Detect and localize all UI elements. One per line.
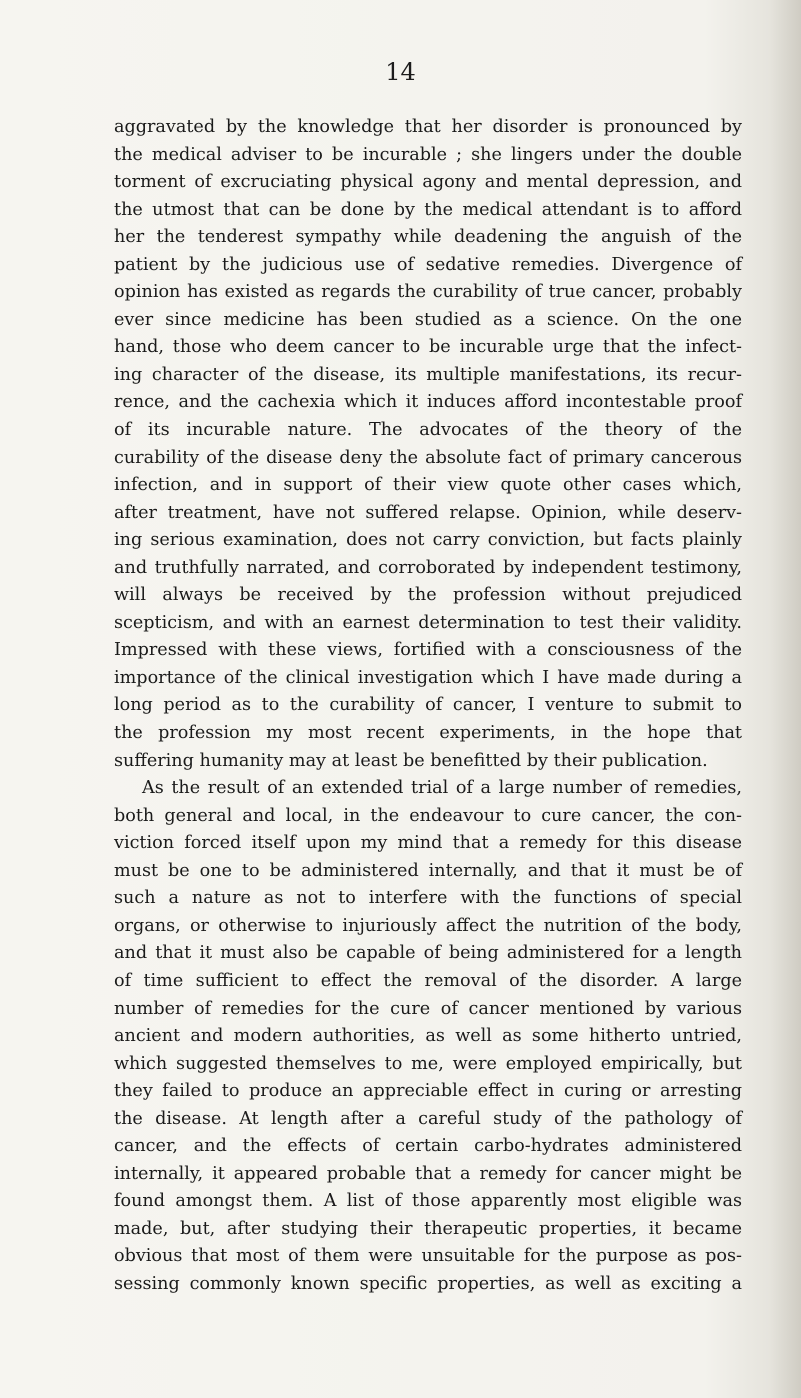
text-line: such a nature as not to interfere with the functions of special	[114, 888, 742, 909]
text-line: the profession my most recent experiments, in the hope that	[114, 723, 742, 744]
text-line: and that it must also be capable of being administered for a length	[114, 943, 742, 964]
text-line: both general and local, in the endeavour to cure cancer, the con-	[114, 805, 742, 826]
text-line: of its incurable nature. The advocates of the theory of the	[114, 420, 742, 441]
text-line: the disease. At length after a careful study of the pathology of	[114, 1108, 742, 1129]
text-line: sessing commonly known specific properties, as well as exciting a	[114, 1273, 742, 1294]
text-line: hand, those who deem cancer to be incurable urge that the infect-	[114, 337, 742, 358]
text-line: ancient and modern authorities, as well as some hitherto untried,	[114, 1026, 742, 1047]
text-line: which suggested themselves to me, were employed empirically, but	[114, 1053, 742, 1074]
text-line: her the tenderest sympathy while deadening the anguish of the	[114, 227, 742, 248]
text-line: rence, and the cachexia which it induces afford incontestable proof	[114, 392, 742, 413]
body-text	[114, 114, 742, 1299]
text-line: scepticism, and with an earnest determination to test their validity.	[114, 612, 742, 633]
text-line: importance of the clinical investigation which I have made during a	[114, 667, 742, 688]
text-line: torment of excruciating physical agony and mental depression, and	[114, 172, 742, 193]
text-line: they failed to produce an appreciable effect in curing or arresting	[114, 1081, 742, 1102]
text-line: opinion has existed as regards the curability of true cancer, probably	[114, 282, 742, 303]
text-line: organs, or otherwise to injuriously affect the nutrition of the body,	[114, 915, 742, 936]
text-line: cancer, and the effects of certain carbo-hydrates administered	[114, 1136, 742, 1157]
text-line: made, but, after studying their therapeutic properties, it became	[114, 1218, 742, 1239]
text-line: aggravated by the knowledge that her disorder is pronounced by	[114, 117, 742, 137]
text-line: infection, and in support of their view quote other cases which,	[114, 475, 742, 496]
text-line: will always be received by the profession without prejudiced	[114, 585, 742, 606]
text-line: found amongst them. A list of those apparently most eligible was	[114, 1191, 742, 1212]
text-line: must be one to be administered internally, and that it must be of	[114, 860, 742, 881]
text-line: As the result of an extended trial of a large number of remedies,	[142, 778, 742, 799]
page-number: 14	[385, 58, 416, 86]
paragraph-1	[114, 114, 742, 775]
text-line: the medical adviser to be incurable ; she lingers under the double	[114, 144, 742, 165]
text-line: curability of the disease deny the absolute fact of primary cancerous	[114, 447, 742, 468]
text-line: patient by the judicious use of sedative remedies. Divergence of	[114, 254, 742, 275]
text-line: suffering humanity may at least be benefitted by their publication.	[114, 750, 708, 771]
text-line: number of remedies for the cure of cancer mentioned by various	[114, 998, 742, 1019]
paragraph-2	[114, 775, 742, 1298]
text-line: after treatment, have not suffered relapse. Opinion, while deserv-	[114, 502, 742, 523]
text-line: internally, it appeared probable that a remedy for cancer might be	[114, 1163, 742, 1184]
text-line: ever since medicine has been studied as a science. On the one	[114, 309, 742, 330]
text-line: ing character of the disease, its multiple manifestations, its recur-	[114, 364, 742, 385]
text-line: viction forced itself upon my mind that a remedy for this disease	[114, 833, 742, 854]
text-line: long period as to the curability of cancer, I venture to submit to	[114, 695, 742, 716]
text-line: ing serious examination, does not carry conviction, but facts plainly	[114, 530, 742, 551]
text-line: the utmost that can be done by the medical attendant is to afford	[114, 199, 742, 220]
text-line: and truthfully narrated, and corroborated by independent testimony,	[114, 557, 742, 578]
text-line: obvious that most of them were unsuitable for the purpose as pos-	[114, 1246, 742, 1267]
text-line: of time sufficient to effect the removal of the disorder. A large	[114, 970, 742, 991]
text-line: Impressed with these views, fortified with a consciousness of the	[114, 640, 742, 661]
